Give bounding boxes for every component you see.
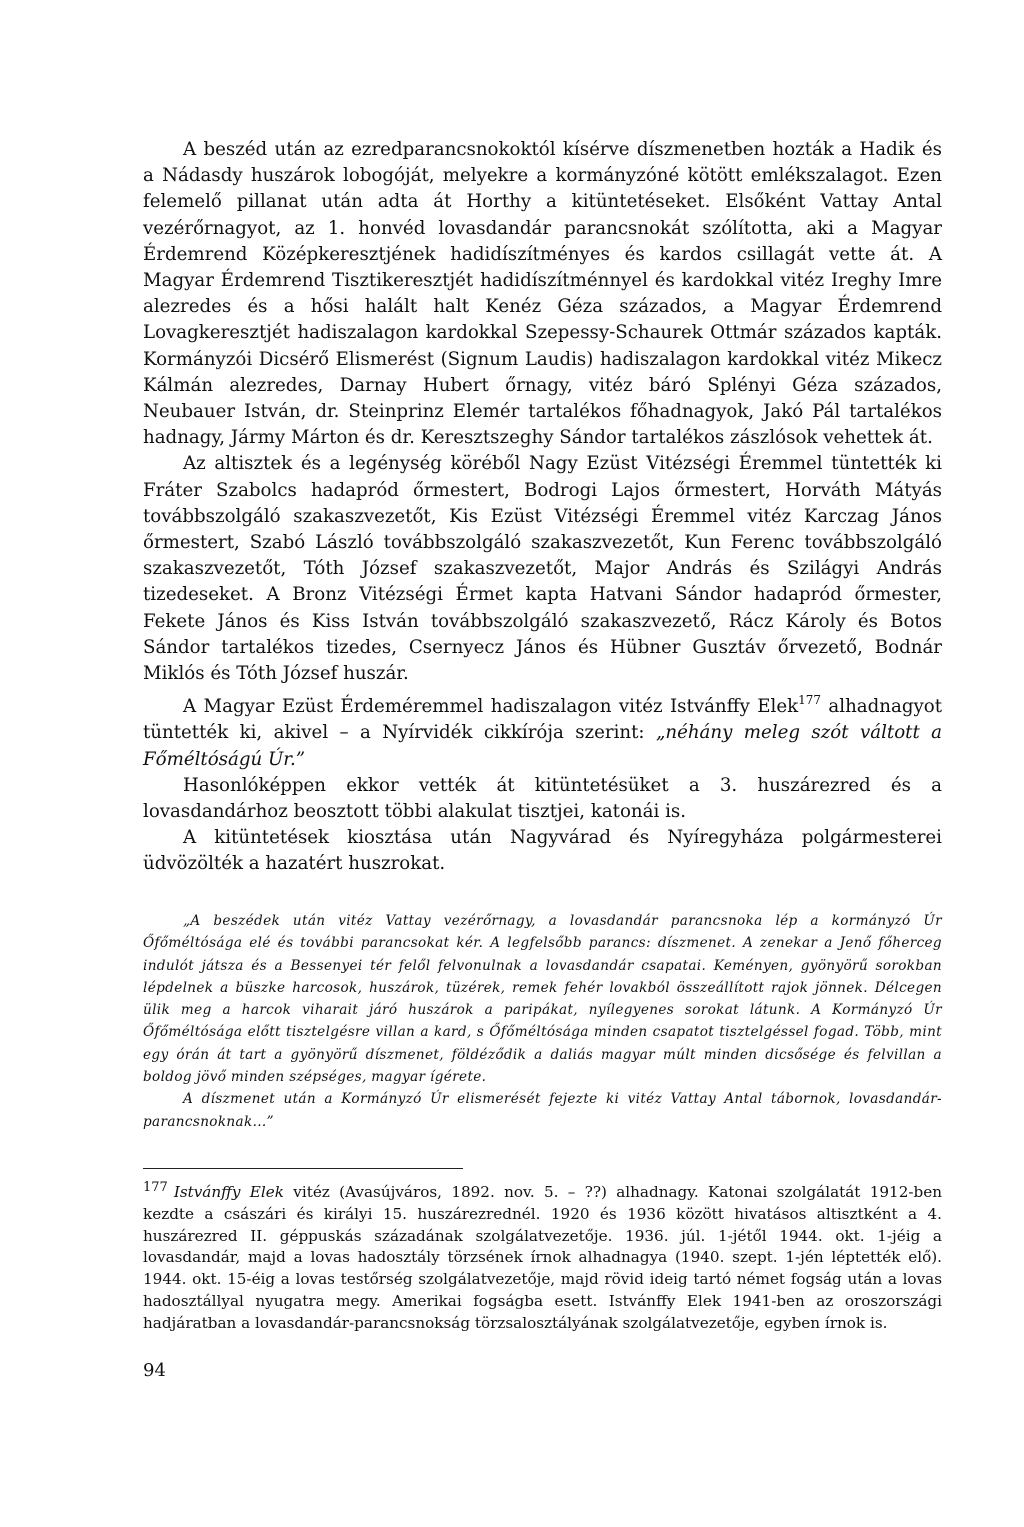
quote-paragraph-2: A díszmenet után a Kormányzó Úr elismerését fejezte ki vitéz Vattay Antal tábornok, lovasdandár-parancsnoknak...” bbox=[143, 1091, 942, 1130]
paragraph-3-quote: „néhány meleg szót váltott a Főméltóságú Úr.” bbox=[143, 722, 942, 770]
footnote bbox=[143, 1177, 942, 1335]
footnote-divider bbox=[143, 1168, 463, 1169]
footnote-reference[interactable]: 177 bbox=[798, 693, 822, 708]
page-number: 94 bbox=[143, 1360, 166, 1381]
paragraph-3-text: A Magyar Ezüst Érdeméremmel hadiszalagon vitéz Istvánffy Elek bbox=[183, 696, 799, 718]
footnote-number: 177 bbox=[143, 1180, 168, 1195]
paragraph-2: Az altisztek és a legénység köréből Nagy Ezüst Vitézségi Éremmel tüntették ki Fráter Szabolcs hadapród őrmestert, Bodrogi Lajos őrmestert, Horváth Mátyás továbbszolgáló szakaszvezetőt, Kis Ezüst Vitézségi Éremmel vitéz Karczag János őrmestert, Szabó László továbbszolgáló szakaszvezetőt, Kun Ferenc továbbszolgáló szakaszvezetőt, Tóth József szakaszvezetőt, Major András és Szilágyi András tizedeseket. A Bronz Vitézségi Érmet kapta Hatvani Sándor hadapród őrmester, Fekete János és Kiss István továbbszolgáló szakaszvezető, Rácz Károly és Botos Sándor tartalékos tizedes, Csernyecz János és Hübner Gusztáv őrvezető, Bodnár Miklós és Tóth József huszár. bbox=[143, 453, 942, 685]
main-text bbox=[143, 137, 942, 878]
paragraph-3-cont: alhadnagyot tüntették ki, akivel – a Nyírvidék cikkírója szerint: bbox=[143, 696, 943, 744]
footnote-name: Istvánffy Elek bbox=[173, 1183, 284, 1201]
footnote-text: vitéz (Avasújváros, 1892. nov. 5. – ??) alhadnagy. Katonai szolgálatát 1912-ben kezdte a császári és királyi 15. huszárezrednél. 1920 és 1936 között hivatásos altisztként a 4. huszárezred II. géppuskás századának szolgálatvezetője. 1936. júl. 1-jétől 1944. okt. 1-jéig a lovasdandár, majd a lovas hadosztály törzsének írnok alhadnagya (1940. szept. 1-jén léptették elő). 1944. okt. 15-éig a lovas testőrség szolgálatvezetője, majd rövid ideig tartó német fogság után a lovas hadosztállyal nyugatra megy. Amerikai fogságba esett. Istvánffy Elek 1941-ben az oroszországi hadjáratban a lovasdandár-parancsnokság törzsalosztályának szolgálatvezetője, egyben írnok is. bbox=[143, 1183, 942, 1332]
quote-paragraph-1: „A beszédek után vitéz Vattay vezérőrnagy, a lovasdandár parancsnoka lép a kormányzó Úr Őfőméltósága elé és további parancsokat kér. A legfelsőbb parancs: díszmenet. A zenekar a Jenő főherceg indulót játsza és a Bessenyei tér felől felvonulnak a lovasdandár csapatai. Keményen, gyönyörű sorokban lépdelnek a büszke harcosok, huszárok, tüzérek, remek fehér lovakból összeállított rajok jönnek. Délcegen ülik meg a harcok viharait járó huszárok a paripákat, nyílegyenes sorokat látunk. A Kormányzó Úr Őfőméltósága előtt tisztelgésre villan a kard, s Őfőméltósága minden csapatot tisztelgéssel fogad. Több, mint egy órán át tart a gyönyörű díszmenet, földéződik a daliás magyar múlt minden dicsősége és felvillan a boldog jövő minden szépséges, magyar ígérete. bbox=[143, 913, 942, 1086]
paragraph-4: Hasonlóképpen ekkor vették át kitüntetésüket a 3. huszárezred és a lovasdandárhoz beosztott többi alakulat tisztjei, katonái is. bbox=[143, 774, 942, 823]
paragraph-3 bbox=[143, 687, 942, 773]
paragraph-1: A beszéd után az ezredparancsnokoktól kísérve díszmenetben hozták a Hadik és a Nádasdy huszárok lobogóját, melyekre a kormányzóné kötött emlékszalagot. Ezen felemelő pillanat után adta át Horthy a kitüntetéseket. Elsőként Vattay Antal vezérőrnagyot, az 1. honvéd lovasdandár parancsnokát szólította, aki a Magyar Érdemrend Középkeresztjének hadidíszítményes és kardos csillagát vette át. A Magyar Érdemrend Tisztikeresztjét hadidíszítménnyel és kardokkal vitéz Ireghy Imre alezredes és a hősi halált halt Kenéz Géza százados, a Magyar Érdemrend Lovagkeresztjét hadiszalagon kardokkal Szepessy-Schaurek Ottmár százados kapták. Kormányzói Dicsérő Elismerést (Signum Laudis) hadiszalagon kardokkal vitéz Mikecz Kálmán alezredes, Darnay Hubert őrnagy, vitéz báró Splényi Géza százados, Neubauer István, dr. Steinprinz Elemér tartalékos főhadnagyok, Jakó Pál tartalékos hadnagy, Jármy Márton és dr. Keresztszeghy Sándor tartalékos zászlósok vehettek át. bbox=[143, 139, 942, 449]
paragraph-5: A kitüntetések kiosztása után Nagyvárad és Nyíregyháza polgármesterei üdvözölték a hazatért huszrokat. bbox=[143, 827, 942, 875]
newspaper-quote bbox=[143, 910, 942, 1133]
